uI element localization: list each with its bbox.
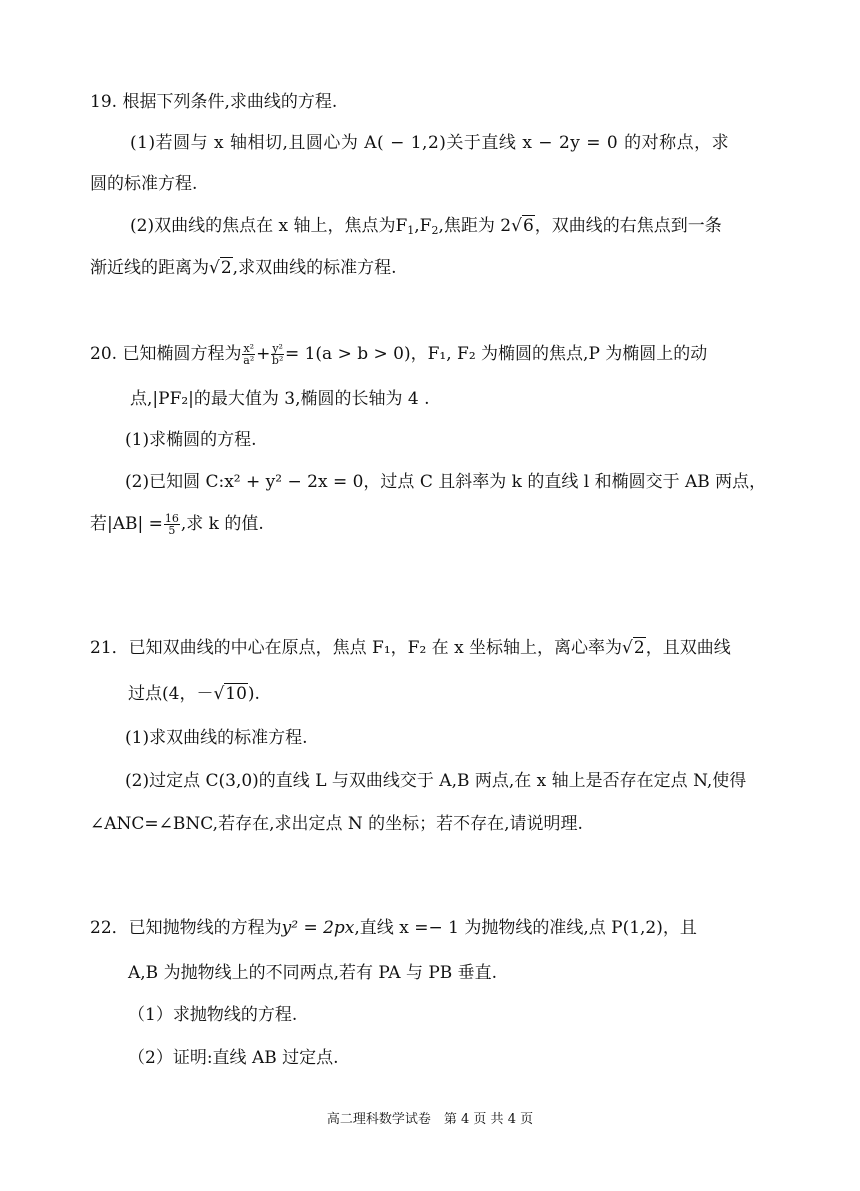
- q22-line2: A,B 为抛物线上的不同两点,若有 PA 与 PB 垂直.: [128, 963, 498, 983]
- q19-title: 19. 根据下列条件,求曲线的方程.: [90, 92, 338, 112]
- q22-title: 22．已知抛物线的方程为y² = 2px,直线 x =− 1 为抛物线的准线,点 P(1,2)，且: [90, 918, 697, 938]
- q22-part1: （1）求抛物线的方程.: [128, 1005, 298, 1025]
- q20-part3: 若|AB| = $\frac{16}{5}$ ,求 k 的值.: [90, 512, 264, 537]
- q21-line2: 过点(4，－√10).: [128, 684, 260, 704]
- q21-part3: ∠ANC=∠BNC,若存在,求出定点 N 的坐标；若不存在,请说明理.: [90, 814, 583, 834]
- parabola-equation: y² = 2px: [281, 918, 355, 938]
- fraction-x2-a2: $\frac{\text{x²}}{\text{a²}}$: [243, 342, 255, 367]
- q21-part2: (2)过定点 C(3,0)的直线 L 与双曲线交于 A,B 两点,在 x 轴上是否存在定点 N,使得: [125, 771, 747, 791]
- fraction-16-5: $\frac{16}{5}$: [164, 512, 179, 537]
- q19-part2-line2: 渐近线的距离为√2,求双曲线的标准方程.: [90, 258, 397, 278]
- radicand-10: 10: [225, 684, 247, 704]
- q19-part1-line2: 圆的标准方程.: [90, 174, 198, 194]
- q21-part1: (1)求双曲线的标准方程.: [125, 728, 308, 748]
- q20-part2: (2)已知圆 C:x² + y² − 2x = 0，过点 C 且斜率为 k 的直线 l 和椭圆交于 AB 两点，: [125, 472, 767, 492]
- q20-line2: 点,|PF₂|的最大值为 3,椭圆的长轴为 4 .: [130, 389, 430, 409]
- q22-part2: （2）证明:直线 AB 过定点.: [128, 1048, 339, 1068]
- q20-title: 20. 已知椭圆方程为 $\frac{\text{x²}}{\text{a²}}$ + $\frac{\text{y²}}{\text{b²}}$ = 1(a > b > 0)，F₁, F₂ 为椭圆的焦点,P 为椭圆上的动: [90, 342, 708, 367]
- radicand-2: 2: [220, 258, 232, 278]
- fraction-y2-b2: $\frac{\text{y²}}{\text{b²}}$: [271, 342, 284, 367]
- radicand-2: 2: [633, 638, 645, 658]
- q19-part1-line1: (1)若圆与 x 轴相切,且圆心为 A( − 1,2)关于直线 x − 2y = 0 的对称点，求: [130, 133, 730, 153]
- q21-title: 21．已知双曲线的中心在原点，焦点 F₁，F₂ 在 x 坐标轴上，离心率为√2，且双曲线: [90, 638, 731, 658]
- q20-part1: (1)求椭圆的方程.: [125, 430, 257, 450]
- page-footer: 高二理科数学试卷 第 4 页 共 4 页: [326, 1112, 534, 1127]
- q19-part2-line1: (2)双曲线的焦点在 x 轴上，焦点为$F_1,F_2$,焦距为 2√6，双曲线的右焦点到一条: [130, 216, 722, 237]
- radicand-6: 6: [522, 216, 534, 236]
